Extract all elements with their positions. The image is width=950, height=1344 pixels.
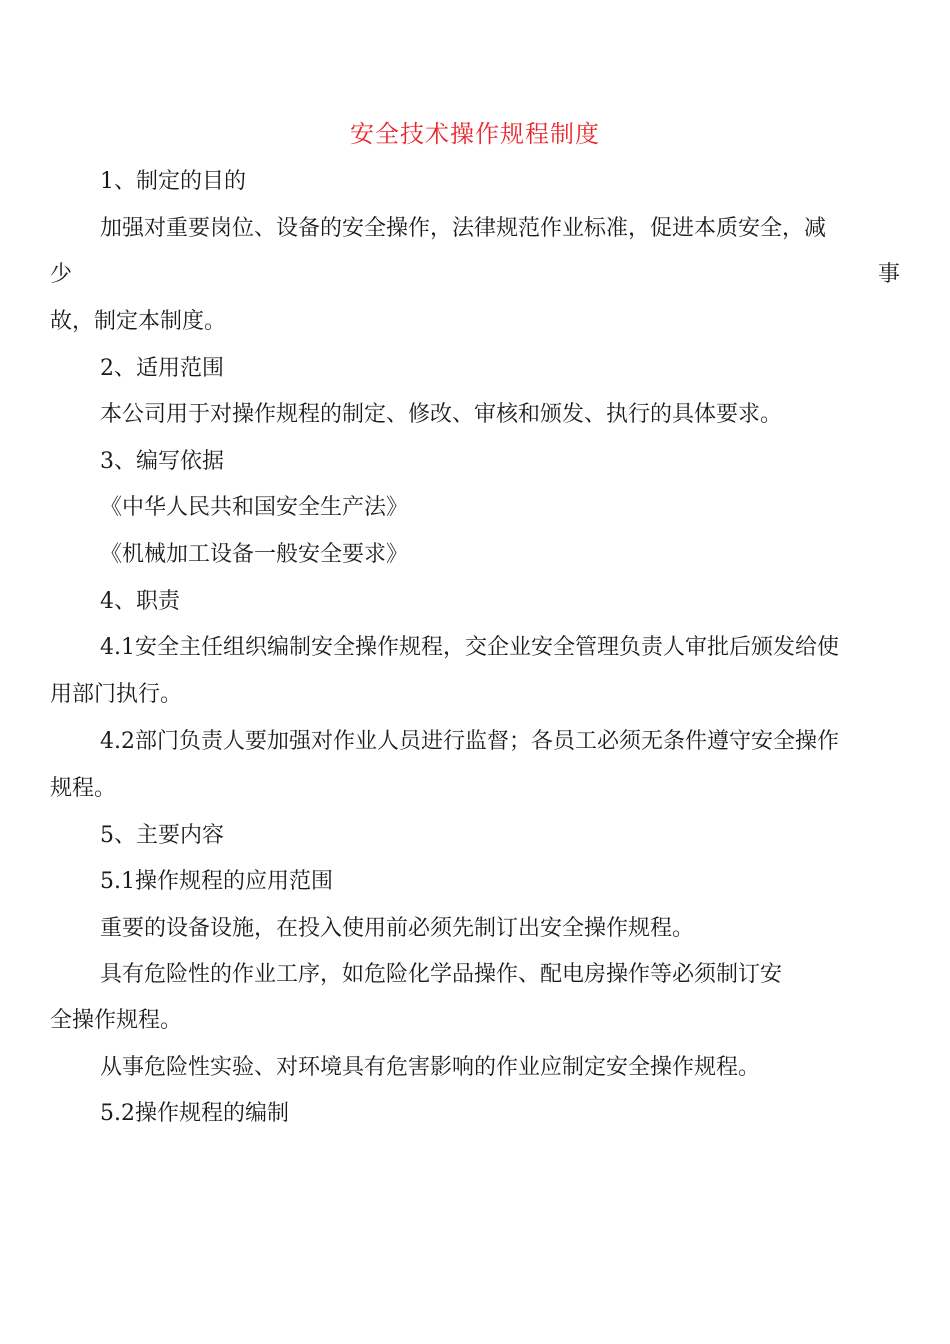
section-1-paragraph-line-1: 加强对重要岗位、设备的安全操作，法律规范作业标准，促进本质安全，减 [100,216,827,241]
section-1-heading: 1、制定的目的 [100,169,246,194]
section-3-heading: 3、编写依据 [100,449,224,474]
section-3-reference-1: 《中华人民共和国安全生产法》 [100,495,409,520]
section-3-reference-2: 《机械加工设备一般安全要求》 [100,542,409,567]
section-1-paragraph-line-2 [50,260,900,290]
section-4-2-line-1: 4.2部门负责人要加强对作业人员进行监督；各员工必须无条件遵守安全操作 [100,729,839,754]
section-5-heading: 5、主要内容 [100,823,224,848]
section-4-1-line-2: 用部门执行。 [50,682,183,707]
section-1-paragraph-line-2-left: 少 [50,262,73,287]
document-title: 安全技术操作规程制度 [350,120,600,148]
section-2-paragraph: 本公司用于对操作规程的制定、修改、审核和颁发、执行的具体要求。 [100,402,783,427]
section-1-paragraph-line-3: 故，制定本制度。 [50,309,227,334]
section-1-paragraph-line-2-right: 事 [877,262,900,287]
section-4-1-line-1: 4.1安全主任组织编制安全操作规程，交企业安全管理负责人审批后颁发给使 [100,635,839,660]
section-5-1-paragraph-2-line-2: 全操作规程。 [50,1008,183,1033]
section-2-heading: 2、适用范围 [100,356,224,381]
section-4-heading: 4、职责 [100,589,180,614]
section-5-1-paragraph-2-line-1: 具有危险性的作业工序，如危险化学品操作、配电房操作等必须制订安 [100,962,783,987]
section-5-1-paragraph-3: 从事危险性实验、对环境具有危害影响的作业应制定安全操作规程。 [100,1055,761,1080]
section-4-2-line-2: 规程。 [50,776,117,801]
section-5-2-heading: 5.2操作规程的编制 [100,1101,289,1126]
section-5-1-paragraph-1: 重要的设备设施，在投入使用前必须先制订出安全操作规程。 [100,916,695,941]
section-5-1-heading: 5.1操作规程的应用范围 [100,869,333,894]
